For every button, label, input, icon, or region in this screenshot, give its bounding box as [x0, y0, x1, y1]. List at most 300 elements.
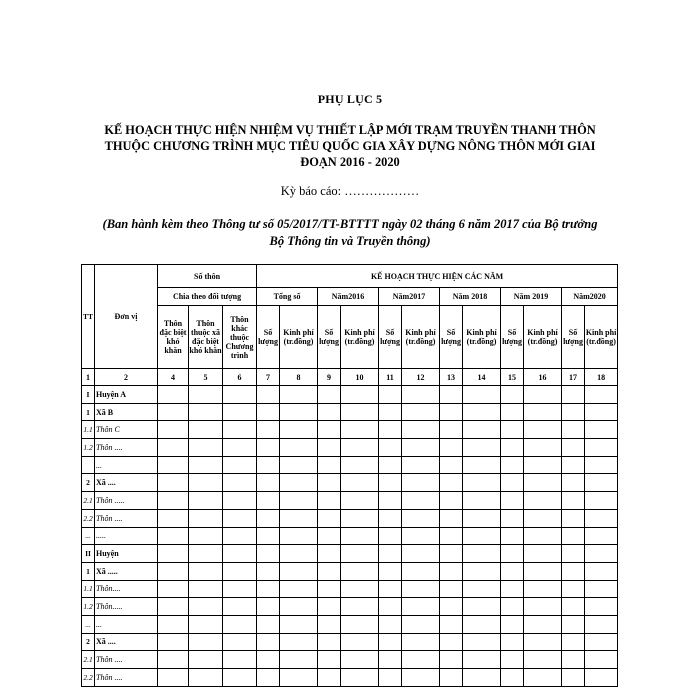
- header-quantity: Số lượng: [501, 306, 524, 369]
- table-row: [82, 669, 618, 687]
- table-row: [82, 651, 618, 669]
- table-cell: [318, 421, 341, 439]
- table-cell: [440, 562, 463, 580]
- table-cell: [318, 633, 341, 651]
- table-cell: [524, 386, 562, 404]
- table-cell: [463, 421, 501, 439]
- table-cell: [158, 598, 189, 616]
- table-cell: [189, 527, 223, 545]
- table-cell: [440, 403, 463, 421]
- table-cell: [524, 669, 562, 687]
- table-cell: [257, 545, 280, 563]
- table-cell: [318, 527, 341, 545]
- column-number: 16: [524, 369, 562, 386]
- table-cell: [379, 456, 402, 474]
- table-cell: [223, 474, 257, 492]
- table-cell: [280, 439, 318, 457]
- row-tt: 2.1: [82, 492, 95, 510]
- table-cell: [562, 633, 585, 651]
- table-cell: [402, 403, 440, 421]
- table-cell: [463, 439, 501, 457]
- issuance-line-1: (Ban hành kèm theo Thông tư số 05/2017/TT-BTTTT ngày 02 tháng 6 năm 2017 của Bộ trưởng: [102, 217, 598, 231]
- row-tt: 2.2: [82, 669, 95, 687]
- table-cell: [379, 598, 402, 616]
- row-tt: 2: [82, 633, 95, 651]
- header-quantity: Số lượng: [257, 306, 280, 369]
- row-tt: 2.1: [82, 651, 95, 669]
- row-unit: Thôn ....: [95, 669, 158, 687]
- table-cell: [463, 474, 501, 492]
- table-cell: [585, 545, 618, 563]
- table-cell: [562, 615, 585, 633]
- appendix-label: PHỤ LỤC 5: [317, 92, 383, 106]
- table-row: [82, 456, 618, 474]
- table-cell: [379, 651, 402, 669]
- table-cell: [257, 509, 280, 527]
- table-cell: [341, 615, 379, 633]
- row-unit: Xã ....: [95, 633, 158, 651]
- table-cell: [524, 509, 562, 527]
- table-cell: [158, 403, 189, 421]
- table-cell: [585, 509, 618, 527]
- header-year-group: Năm2016: [318, 288, 379, 306]
- table-cell: [562, 598, 585, 616]
- table-cell: [585, 439, 618, 457]
- table-cell: [379, 545, 402, 563]
- table-cell: [463, 598, 501, 616]
- table-cell: [223, 421, 257, 439]
- row-tt: 1.1: [82, 421, 95, 439]
- row-tt: ...: [82, 615, 95, 633]
- table-cell: [402, 633, 440, 651]
- header-quantity: Số lượng: [379, 306, 402, 369]
- row-unit: Thôn .....: [95, 492, 158, 510]
- table-cell: [341, 403, 379, 421]
- header-cost: Kinh phí (tr.đồng): [280, 306, 318, 369]
- table-cell: [379, 580, 402, 598]
- table-cell: [379, 421, 402, 439]
- table-cell: [379, 439, 402, 457]
- table-cell: [562, 386, 585, 404]
- row-unit: Thôn ....: [95, 509, 158, 527]
- header-category-col: Thôn đặc biệt khó khăn: [158, 306, 189, 369]
- table-cell: [463, 580, 501, 598]
- table-cell: [585, 527, 618, 545]
- table-cell: [463, 527, 501, 545]
- row-tt: II: [82, 545, 95, 563]
- table-cell: [562, 562, 585, 580]
- table-cell: [158, 492, 189, 510]
- table-cell: [341, 386, 379, 404]
- table-cell: [379, 492, 402, 510]
- table-cell: [379, 403, 402, 421]
- table-cell: [341, 509, 379, 527]
- row-unit: Thôn ....: [95, 439, 158, 457]
- table-cell: [318, 456, 341, 474]
- column-number: 18: [585, 369, 618, 386]
- column-number: 9: [318, 369, 341, 386]
- table-cell: [585, 403, 618, 421]
- header-year-group: Năm 2019: [501, 288, 562, 306]
- table-cell: [524, 421, 562, 439]
- column-number: 14: [463, 369, 501, 386]
- table-cell: [158, 651, 189, 669]
- header-cost: Kinh phí (tr.đồng): [402, 306, 440, 369]
- column-number: 15: [501, 369, 524, 386]
- table-cell: [440, 615, 463, 633]
- table-cell: [585, 456, 618, 474]
- row-unit: Thôn C: [95, 421, 158, 439]
- table-cell: [524, 439, 562, 457]
- table-cell: [402, 492, 440, 510]
- column-number: 7: [257, 369, 280, 386]
- table-cell: [463, 509, 501, 527]
- table-cell: [562, 456, 585, 474]
- table-cell: [501, 386, 524, 404]
- plan-table: [81, 264, 618, 687]
- table-cell: [318, 562, 341, 580]
- table-cell: [341, 545, 379, 563]
- header-category-col: Thôn thuộc xã đặc biệt khó khăn: [189, 306, 223, 369]
- table-cell: [440, 386, 463, 404]
- column-number: 13: [440, 369, 463, 386]
- table-cell: [318, 474, 341, 492]
- table-cell: [402, 386, 440, 404]
- table-cell: [501, 580, 524, 598]
- table-cell: [585, 386, 618, 404]
- table-cell: [341, 456, 379, 474]
- table-cell: [280, 615, 318, 633]
- table-cell: [585, 633, 618, 651]
- row-unit: Huyện A: [95, 386, 158, 404]
- table-cell: [562, 580, 585, 598]
- table-cell: [463, 545, 501, 563]
- table-cell: [189, 456, 223, 474]
- table-cell: [402, 651, 440, 669]
- column-number: 1: [82, 369, 95, 386]
- table-cell: [501, 669, 524, 687]
- table-cell: [562, 545, 585, 563]
- column-number: 4: [158, 369, 189, 386]
- title-line-3: ĐOẠN 2016 - 2020: [300, 155, 400, 169]
- table-cell: [501, 474, 524, 492]
- table-cell: [341, 651, 379, 669]
- row-tt: 1: [82, 562, 95, 580]
- table-cell: [158, 474, 189, 492]
- table-cell: [562, 527, 585, 545]
- row-unit: Thôn....: [95, 580, 158, 598]
- table-cell: [223, 492, 257, 510]
- table-cell: [257, 403, 280, 421]
- table-cell: [585, 492, 618, 510]
- table-cell: [524, 403, 562, 421]
- table-cell: [189, 545, 223, 563]
- table-cell: [189, 492, 223, 510]
- table-row: [82, 598, 618, 616]
- table-cell: [463, 562, 501, 580]
- row-unit: Xã .....: [95, 562, 158, 580]
- header-cost: Kinh phí (tr.đồng): [524, 306, 562, 369]
- table-cell: [158, 545, 189, 563]
- header-quantity: Số lượng: [562, 306, 585, 369]
- row-tt: 2.2: [82, 509, 95, 527]
- table-cell: [402, 545, 440, 563]
- table-row: [82, 633, 618, 651]
- table-cell: [501, 403, 524, 421]
- table-cell: [318, 580, 341, 598]
- table-cell: [189, 598, 223, 616]
- table-cell: [257, 527, 280, 545]
- table-cell: [524, 598, 562, 616]
- row-unit: .....: [95, 527, 158, 545]
- table-row: [82, 492, 618, 510]
- table-cell: [524, 527, 562, 545]
- table-cell: [501, 562, 524, 580]
- header-year-group: Năm2020: [562, 288, 618, 306]
- table-cell: [501, 492, 524, 510]
- table-cell: [280, 545, 318, 563]
- header-category-col: Thôn khác thuộc Chương trình: [223, 306, 257, 369]
- table-cell: [189, 509, 223, 527]
- table-cell: [158, 669, 189, 687]
- table-cell: [318, 492, 341, 510]
- table-cell: [341, 492, 379, 510]
- row-unit: Xã ....: [95, 474, 158, 492]
- table-cell: [223, 456, 257, 474]
- table-cell: [562, 509, 585, 527]
- table-cell: [280, 651, 318, 669]
- row-unit: ...: [95, 456, 158, 474]
- table-cell: [440, 545, 463, 563]
- table-row: [82, 474, 618, 492]
- table-cell: [562, 421, 585, 439]
- header-year-group: Tổng số: [257, 288, 318, 306]
- table-cell: [158, 527, 189, 545]
- table-cell: [524, 492, 562, 510]
- table-cell: [318, 669, 341, 687]
- row-tt: ...: [82, 527, 95, 545]
- table-cell: [189, 669, 223, 687]
- table-cell: [501, 651, 524, 669]
- table-row: [82, 562, 618, 580]
- table-cell: [585, 421, 618, 439]
- table-cell: [318, 615, 341, 633]
- column-number: 12: [402, 369, 440, 386]
- row-tt: 1.1: [82, 580, 95, 598]
- table-cell: [223, 598, 257, 616]
- table-cell: [280, 421, 318, 439]
- table-cell: [257, 651, 280, 669]
- header-cost: Kinh phí (tr.đồng): [341, 306, 379, 369]
- table-cell: [189, 651, 223, 669]
- header-cost: Kinh phí (tr.đồng): [585, 306, 618, 369]
- table-cell: [440, 580, 463, 598]
- table-cell: [341, 598, 379, 616]
- table-cell: [318, 509, 341, 527]
- table-cell: [440, 598, 463, 616]
- table-cell: [402, 669, 440, 687]
- table-cell: [257, 562, 280, 580]
- table-cell: [223, 509, 257, 527]
- table-cell: [501, 421, 524, 439]
- header-year-group: Năm 2018: [440, 288, 501, 306]
- table-cell: [440, 421, 463, 439]
- table-cell: [189, 421, 223, 439]
- table-cell: [280, 456, 318, 474]
- table-cell: [223, 545, 257, 563]
- table-cell: [463, 633, 501, 651]
- table-cell: [223, 633, 257, 651]
- table-row: [82, 403, 618, 421]
- table-cell: [402, 598, 440, 616]
- table-cell: [440, 492, 463, 510]
- issuance-note: [0, 216, 700, 250]
- table-cell: [501, 545, 524, 563]
- table-cell: [501, 527, 524, 545]
- table-cell: [440, 439, 463, 457]
- table-cell: [158, 580, 189, 598]
- table-cell: [379, 669, 402, 687]
- row-tt: 1.2: [82, 598, 95, 616]
- row-unit: Huyện: [95, 545, 158, 563]
- table-cell: [257, 615, 280, 633]
- table-cell: [379, 562, 402, 580]
- table-cell: [158, 509, 189, 527]
- table-cell: [189, 562, 223, 580]
- table-cell: [501, 509, 524, 527]
- table-cell: [223, 580, 257, 598]
- header-tt: TT: [82, 265, 95, 369]
- table-cell: [280, 633, 318, 651]
- table-cell: [341, 562, 379, 580]
- table-cell: [341, 474, 379, 492]
- header-villages: Số thôn: [158, 265, 257, 288]
- table-cell: [257, 580, 280, 598]
- table-cell: [562, 474, 585, 492]
- table-cell: [585, 474, 618, 492]
- table-cell: [379, 474, 402, 492]
- title-line-1: KẾ HOẠCH THỰC HIỆN NHIỆM VỤ THIẾT LẬP MỚI TRẠM TRUYỀN THANH THÔN: [104, 123, 596, 137]
- table-cell: [585, 562, 618, 580]
- table-cell: [463, 669, 501, 687]
- table-cell: [585, 651, 618, 669]
- table-cell: [223, 527, 257, 545]
- table-cell: [318, 439, 341, 457]
- table-cell: [280, 509, 318, 527]
- table-cell: [463, 615, 501, 633]
- table-cell: [562, 651, 585, 669]
- table-cell: [280, 386, 318, 404]
- report-period: Kỳ báo cáo: ………………: [280, 184, 420, 198]
- table-cell: [318, 386, 341, 404]
- row-tt: 1: [82, 403, 95, 421]
- row-unit: Thôn ....: [95, 651, 158, 669]
- table-cell: [257, 633, 280, 651]
- table-cell: [524, 615, 562, 633]
- table-cell: [257, 456, 280, 474]
- table-cell: [280, 403, 318, 421]
- table-cell: [280, 562, 318, 580]
- table-cell: [402, 474, 440, 492]
- table-cell: [223, 669, 257, 687]
- table-cell: [463, 403, 501, 421]
- table-cell: [501, 615, 524, 633]
- table-cell: [257, 474, 280, 492]
- table-cell: [524, 562, 562, 580]
- table-cell: [379, 633, 402, 651]
- table-cell: [223, 562, 257, 580]
- header-year-group: Năm2017: [379, 288, 440, 306]
- table-cell: [223, 386, 257, 404]
- table-cell: [257, 439, 280, 457]
- table-cell: [524, 633, 562, 651]
- table-cell: [318, 403, 341, 421]
- table-row: [82, 545, 618, 563]
- table-cell: [440, 456, 463, 474]
- table-row: [82, 439, 618, 457]
- table-row: [82, 615, 618, 633]
- table-row: [82, 386, 618, 404]
- table-cell: [379, 615, 402, 633]
- table-cell: [223, 403, 257, 421]
- row-tt: [82, 456, 95, 474]
- table-cell: [402, 439, 440, 457]
- table-cell: [562, 669, 585, 687]
- table-cell: [280, 474, 318, 492]
- table-cell: [379, 527, 402, 545]
- table-cell: [379, 386, 402, 404]
- table-cell: [463, 386, 501, 404]
- table-cell: [158, 386, 189, 404]
- table-cell: [257, 421, 280, 439]
- table-cell: [440, 509, 463, 527]
- row-unit: Xã B: [95, 403, 158, 421]
- column-number: 8: [280, 369, 318, 386]
- table-cell: [341, 421, 379, 439]
- table-cell: [402, 615, 440, 633]
- row-unit: ...: [95, 615, 158, 633]
- table-cell: [280, 492, 318, 510]
- table-cell: [158, 633, 189, 651]
- table-cell: [463, 651, 501, 669]
- table-cell: [341, 527, 379, 545]
- table-cell: [223, 651, 257, 669]
- table-cell: [585, 580, 618, 598]
- table-cell: [341, 439, 379, 457]
- table-cell: [189, 403, 223, 421]
- table-cell: [158, 439, 189, 457]
- table-cell: [158, 562, 189, 580]
- table-cell: [440, 633, 463, 651]
- table-cell: [189, 439, 223, 457]
- table-row: [82, 527, 618, 545]
- row-tt: 1.2: [82, 439, 95, 457]
- table-cell: [318, 651, 341, 669]
- row-unit: Thôn.....: [95, 598, 158, 616]
- table-cell: [402, 456, 440, 474]
- table-cell: [280, 580, 318, 598]
- table-cell: [189, 615, 223, 633]
- table-cell: [440, 669, 463, 687]
- table-cell: [402, 527, 440, 545]
- table-cell: [257, 598, 280, 616]
- table-cell: [440, 651, 463, 669]
- header-quantity: Số lượng: [318, 306, 341, 369]
- table-row: [82, 509, 618, 527]
- header-quantity: Số lượng: [440, 306, 463, 369]
- table-cell: [280, 669, 318, 687]
- table-cell: [158, 615, 189, 633]
